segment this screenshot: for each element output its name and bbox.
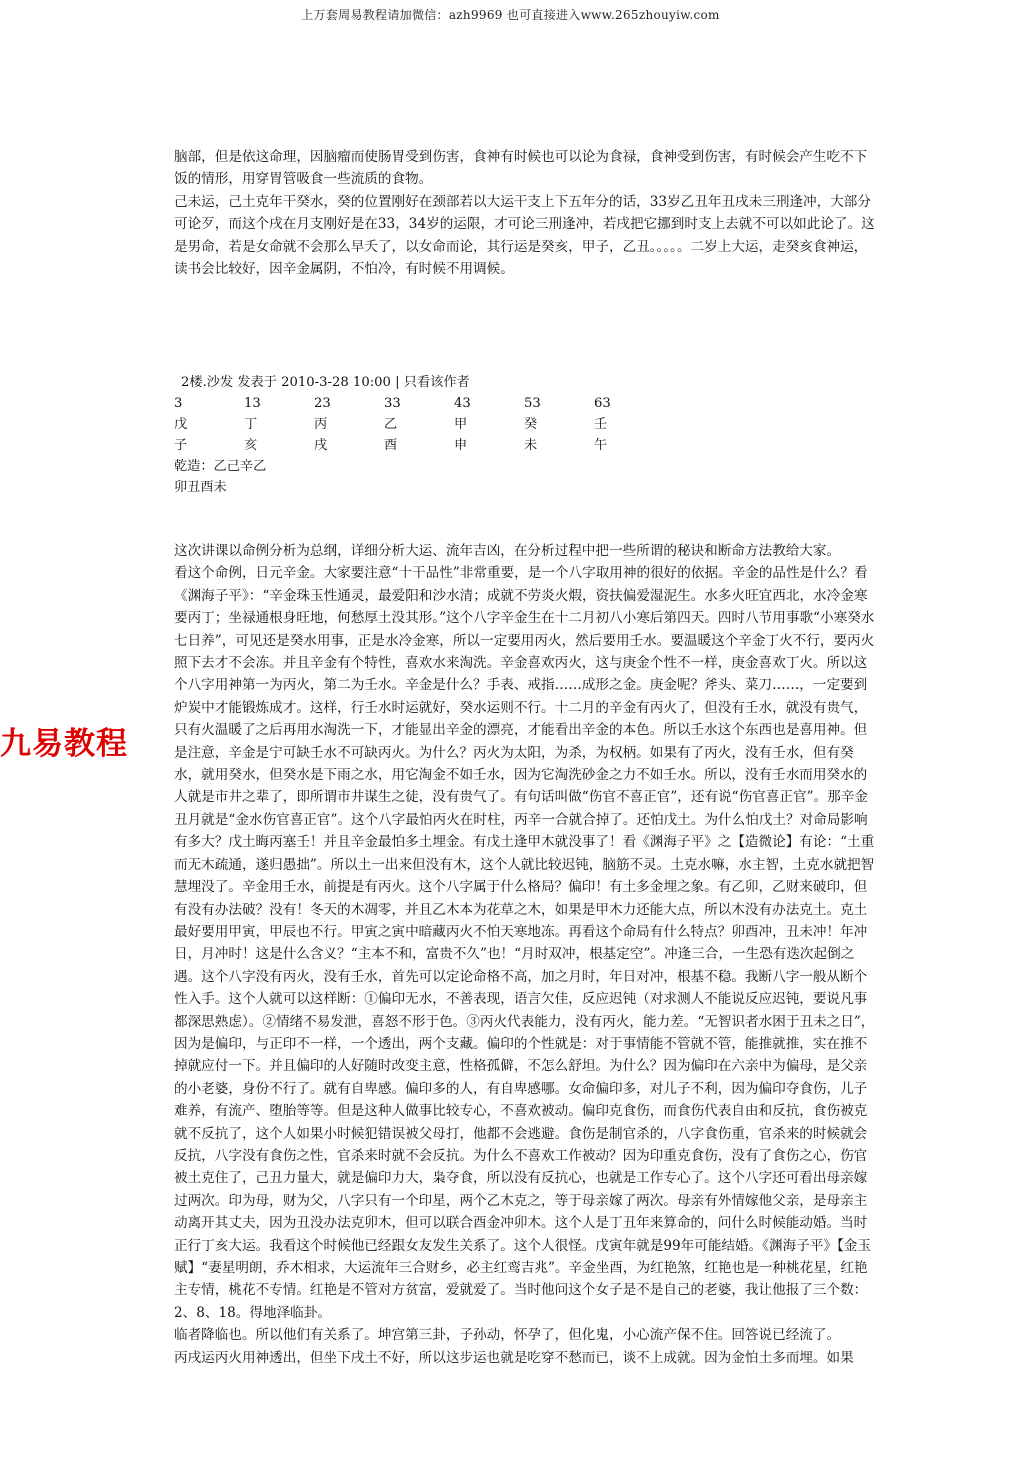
stem-cell: 丙 — [314, 417, 328, 432]
stem-cell: 壬 — [594, 417, 608, 432]
branch-cell: 午 — [594, 438, 608, 453]
branch-cell: 酉 — [384, 438, 398, 453]
branch-cell: 戌 — [314, 438, 328, 453]
age-cell: 43 — [454, 396, 471, 411]
age-cell: 3 — [174, 396, 183, 411]
branches-row — [174, 435, 634, 456]
paragraph: 临者降临也。所以他们有关系了。坤宫第三卦，子孙动，怀孕了，但化鬼，小心流产保不住。回答说已经流了。 — [174, 1327, 841, 1344]
branch-cell: 未 — [524, 438, 538, 453]
age-cell: 63 — [594, 396, 611, 411]
branches-line: 卯丑酉未 — [174, 480, 227, 495]
branch-cell: 子 — [174, 438, 188, 453]
luck-ages-row — [174, 393, 634, 414]
branch-cell: 亥 — [244, 438, 258, 453]
stem-cell: 癸 — [524, 417, 538, 432]
paragraph: 这次讲课以命例分析为总纲，详细分析大运、流年吉凶，在分析过程中把一些所谓的秘诀和断命方法教给大家。 — [174, 543, 841, 559]
age-cell: 23 — [314, 396, 331, 411]
paragraph: 看这个命例，日元辛金。大家要注意“十干品性”非常重要，是一个八字取用神的很好的依据。辛金的品性是什么？看《渊海子平》：“辛金珠玉性通灵，最爱阳和沙水清；成就不劳炎火煆，资扶偏爱湿泥生。水多火旺宜西北，水冷金寒要丙丁；坐禄通根身旺地，何愁厚土没其形。”这个八字辛金生在十二月初八小寒后第四天。四时八节用事歌“小寒癸水七日养”，可见还是癸水用事，正是水冷金寒，所以一定要用丙火，然后要用壬水。要温暖这个辛金丁火不行，要丙火照下去才不会冻。并且辛金有个特性，喜欢水来淘洗。辛金喜欢丙火，这与庚金个性不一样，庚金喜欢丁火。所以这个八字用神第一为丙火，第二为壬水。辛金是什么？手表、戒指……成形之金。庚金呢？斧头、菜刀……，一定要到炉炭中才能锻炼成才。这样，行壬水时运就好，癸水运则不行。十二月的辛金有丙火了，但没有壬水，就没有贵气，只有火温暖了之后再用水淘洗一下，才能显出辛金的漂亮，才能看出辛金的本色。所以壬水这个东西也是喜用神。但是注意，辛金是宁可缺壬水不可缺丙火。为什么？丙火为太阳，为杀，为权柄。如果有了丙火，没有壬水，但有癸水，就用癸水，但癸水是下雨之水，用它淘金不如壬水，因为它淘洗砂金之力不如壬水。所以，没有壬水而用癸水的人就是市井之辈了，即所谓市井谋生之徒，没有贵气了。有句话叫做“伤官不喜正官”，还有说“伤官喜正官”。那辛金丑月就是“金水伤官喜正官”。这个八字最怕丙火在时柱，丙辛一合就合掉了。还怕戊土。为什么怕戊土？对命局影响有多大？戊土晦丙塞壬！并且辛金最怕多土埋金。有戊土逢甲木就没事了！看《渊海子平》之【造微论】有论：“土重而无木疏通，遂归愚拙”。所以土一出来但没有木，这个人就比较迟钝，脑筋不灵。土克水嘛，水主智，土克水就把智慧埋没了。辛金用壬水，前提是有丙火。这个八字属于什么格局？偏印！有土多金埋之象。有乙卯，乙财来破印，但有没有办法破？没有！冬天的木凋零，并且乙木本为花草之木，如果是甲木力还能大点，所以木没有办法克土。克土最好要用甲寅，甲辰也不行。甲寅之寅中暗藏丙火不怕天寒地冻。再看这个命局有什么特点？卯酉冲，丑未冲！年冲日，月冲时！这是什么含义？“主本不和，富贵不久”也！“月时双冲，根基定空”。冲逢三合，一生恐有迭次起倒之遇。这个八字没有丙火，没有壬水，首先可以定论命格不高，加之月时，年日对冲，根基不稳。我断八字一般从断个性入手。这个人就可以这样断：①偏印无水，不善表现，语言欠佳，反应迟钝（对求测人不能说反应迟钝，要说凡事都深思熟虑）。②情绪不易发泄，喜怒不形于色。③丙火代表能力，没有丙火，能力差。“无智识者水困于丑未之日”，因为是偏印，与正印不一样，一个透出，两个支藏。偏印的个性就是：对于事情能不管就不管，能推就推，实在推不掉就应付一下。并且偏印的人好随时改变主意，性格孤僻，不怎么舒坦。为什么？因为偏印在六亲中为偏母，是父亲的小老婆，身份不行了。就有自卑感。偏印多的人，有自卑感哪。女命偏印多，对儿子不利，因为偏印夺食伤，儿子难养，有流产、堕胎等等。但是这种人做事比较专心，不喜欢被动。偏印克食伤，而食伤代表自由和反抗，食伤被克就不反抗了，这个人如果小时候犯错误被父母打，他都不会逃避。食伤是制官杀的，八字食伤重，官杀来的时候就会反抗，八字没有食伤之性，官杀来时就不会反抗。为什么不喜欢工作被动？因为印重克食伤，没有了食伤之心，伤官被土克住了，己丑力量大，就是偏印力大，枭夺食，所以没有反抗心，也就是工作专心了。这个八字还可看出母亲嫁过两次。印为母，财为父，八字只有一个印星，两个乙木克之，等于母亲嫁了两次。母亲有外情嫁他父亲，是母亲主动离开其丈夫，因为丑没办法克卯木，但可以联合酉金冲卯木。这个人是丁丑年来算命的，问什么时候能动婚。当时正行丁亥大运。我看这个时候他已经跟女友发生关系了。这个人很怪。戊寅年就是99年可能结婚。《渊海子平》【金玉赋】“妻星明朗，乔木相求，大运流年三合财乡，必主红鸾吉兆”。辛金坐酉，为红艳煞，红艳也是一种桃花星，红艳主专情，桃花不专情。红艳是不管对方贫富，爱就爱了。当时他问这个女子是不是自己的老婆，我让他报了三个数：2、8、18。得地泽临卦。 — [174, 565, 875, 1321]
age-cell: 53 — [524, 396, 541, 411]
page-header: 上万套周易教程请加微信：azh9969 也可直接进入www.265zhouyiw.com — [301, 8, 720, 22]
age-cell: 33 — [384, 396, 401, 411]
post-header: 2楼.沙发 发表于 2010-3-28 10:00 | 只看该作者 — [181, 375, 470, 390]
watermark-logo: 九易教程 — [0, 726, 128, 762]
forum-post — [174, 372, 634, 498]
article-text — [174, 540, 880, 1369]
stem-cell: 戊 — [174, 417, 188, 432]
stem-cell: 丁 — [244, 417, 258, 432]
stem-cell: 甲 — [454, 417, 468, 432]
intro-text — [174, 146, 880, 280]
age-cell: 13 — [244, 396, 261, 411]
qianzao-line: 乾造：乙己辛乙 — [174, 459, 267, 474]
paragraph: 脑部，但是依这命理，因脑瘤而使肠胃受到伤害，食神有时候也可以论为食禄，食神受到伤害，有时候会产生吃不下饭的情形，用穿胃管吸食一些流质的食物。 — [174, 149, 868, 188]
branch-cell: 申 — [454, 438, 468, 453]
paragraph: 己未运，己土克年干癸水，癸的位置刚好在颈部若以大运干支上下五年分的话，33岁乙丑年丑戌未三刑逢冲，大部分可论歹，而这个戌在月支刚好是在33，34岁的运限，才可论三刑逢冲，若戌把它挪到时支上去就不可以如此论了。这是男命，若是女命就不会那么早夭了，以女命而论，其行运是癸亥，甲子，乙丑。。。。。二岁上大运，走癸亥食神运，读书会比较好，因辛金属阴，不怕冷，有时候不用调候。 — [174, 193, 875, 278]
stems-row — [174, 414, 634, 435]
stem-cell: 乙 — [384, 417, 398, 432]
paragraph: 丙戌运丙火用神透出，但坐下戌土不好，所以这步运也就是吃穿不愁而已，谈不上成就。因为金怕土多而埋。如果 — [174, 1349, 854, 1366]
